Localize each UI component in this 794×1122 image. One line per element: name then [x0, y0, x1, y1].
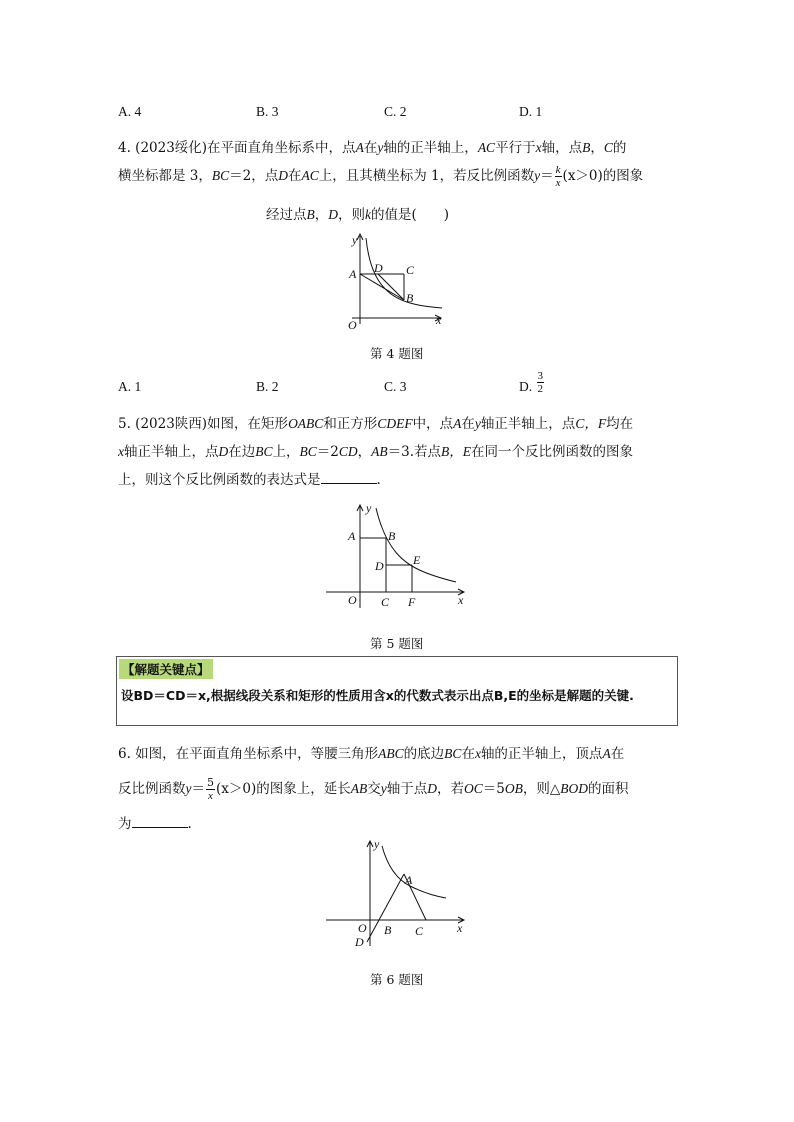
q5-label-a: A: [348, 529, 356, 543]
q6-stem: [118, 740, 684, 838]
q4-label-o: O: [348, 318, 357, 332]
q4-option-c: C. 3: [384, 379, 407, 394]
q5-label-e: E: [413, 553, 421, 567]
q4-stem: [118, 134, 684, 190]
q6-line-2: 反比例函数y＝ $\frac{5}{x}$ (x＞0)的图象上，延长AB交y轴于点D，若OC＝5OB，则△BOD的面积: [118, 776, 629, 802]
q5-label-o: O: [348, 593, 357, 607]
q5-line-3: 上，则这个反比例函数的表达式是 .: [118, 466, 684, 494]
q5-caption: 第 5 题图: [370, 636, 424, 651]
q3-option-a: A. 4: [118, 104, 142, 119]
q5-line-1: 5. (2023陕西)如图，在矩形OABC和正方形CDEF中，点A在y轴正半轴上，点C，F均在: [118, 416, 634, 432]
q5-label-f: F: [408, 595, 416, 609]
q4-line-1: 4. (2023绥化)在平面直角坐标系中，点A在y轴的正半轴上，AC平行于x轴，点B，C的: [118, 140, 627, 156]
q4-figure: [340, 228, 450, 336]
q6-fraction: $\frac{5}{x}$: [207, 776, 214, 802]
q4-option-a: A. 1: [118, 379, 142, 394]
q6-label-d: D: [355, 935, 364, 949]
q3-option-b: B. 3: [256, 104, 279, 119]
q3-option-c: C. 2: [384, 104, 407, 119]
key-point-text: 设BD＝CD＝x,根据线段关系和矩形的性质用含x的代数式表示出点B,E的坐标是解题的关键.: [121, 688, 634, 703]
q5-label-b: B: [388, 529, 396, 543]
q4-line-3: 经过点B，D，则k的值是( ): [266, 207, 450, 223]
q4-label-y: y: [352, 233, 358, 247]
q5-figure: [324, 500, 468, 612]
q6-caption: 第 6 题图: [370, 972, 424, 987]
q6-figure: [324, 838, 468, 950]
q5-label-y: y: [366, 501, 372, 515]
q6-label-y: y: [374, 838, 380, 851]
q6-answer-blank[interactable]: [132, 813, 188, 828]
q5-line-2: x轴正半轴上，点D在边BC上，BC＝2CD，AB＝3.若点B，E在同一个反比例函数的图象: [118, 444, 634, 460]
q4-option-b: B. 2: [256, 379, 279, 394]
q4-fraction: $\frac{k}{x}$: [555, 164, 561, 189]
q6-line-3: 为 .: [118, 810, 684, 838]
q4-label-a: A: [349, 267, 357, 281]
q5-answer-blank[interactable]: [321, 469, 377, 484]
q4-line-2: 横坐标都是 3，BC＝2，点D在AC上，且其横坐标为 1，若反比例函数y＝ $\frac{k}{x}$ (x＞0)的图象: [118, 164, 644, 189]
key-point-title: 【解题关键点】: [119, 659, 213, 679]
q4-caption: 第 4 题图: [370, 346, 424, 361]
q4-label-x: x: [436, 313, 442, 327]
q5-label-c: C: [381, 595, 390, 609]
q4-option-d: D. $\frac{3}{2}$: [519, 370, 543, 396]
q6-label-b: B: [384, 923, 392, 937]
q5-label-x: x: [458, 593, 464, 607]
q4-label-c: C: [406, 263, 415, 277]
q6-label-c: C: [415, 924, 424, 938]
q6-label-a: A: [405, 873, 413, 887]
q6-label-x: x: [457, 921, 463, 935]
q4-label-b: B: [406, 291, 414, 305]
key-point-box: [116, 656, 678, 726]
q6-label-o: O: [358, 921, 367, 935]
q4-label-d: D: [374, 261, 383, 275]
q6-line-1: 6. 如图，在平面直角坐标系中，等腰三角形ABC的底边BC在x轴的正半轴上，顶点A在: [118, 746, 625, 762]
q5-stem: [118, 410, 684, 494]
q3-option-d: D. 1: [519, 104, 543, 119]
q5-label-d: D: [375, 559, 384, 573]
